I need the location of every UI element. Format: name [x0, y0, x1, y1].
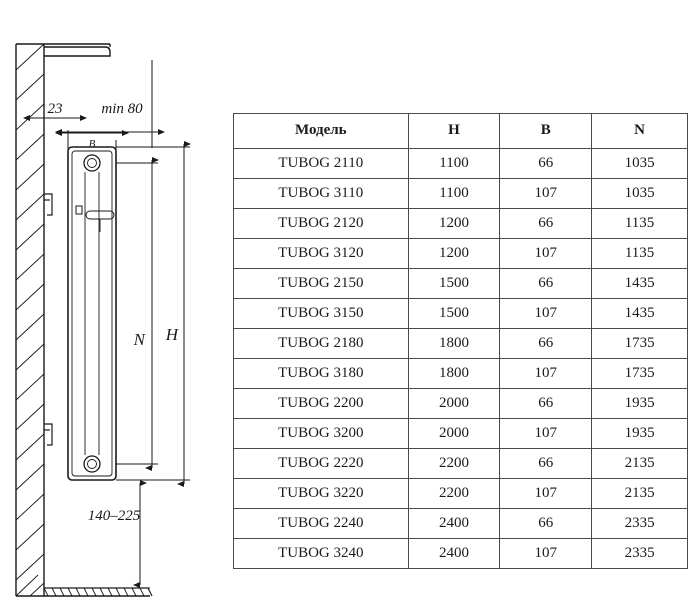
table-row — [234, 149, 688, 179]
dimension-label-b: B — [88, 138, 96, 150]
dimension-label-floor: 140–225 — [87, 508, 141, 524]
cell-model: TUBOG 2240 — [234, 509, 409, 539]
table-row — [234, 419, 688, 449]
cell-n: 1035 — [592, 179, 688, 209]
cell-b: 66 — [500, 269, 592, 299]
cell-h: 2000 — [408, 389, 500, 419]
cell-n: 1935 — [592, 419, 688, 449]
dimension-label-23: 23 — [47, 101, 63, 117]
radiator-body — [68, 147, 116, 480]
column-header-n: N — [592, 114, 688, 149]
table-row — [234, 299, 688, 329]
cell-h: 1100 — [408, 149, 500, 179]
cell-h: 2200 — [408, 449, 500, 479]
table-row — [234, 359, 688, 389]
dimension-n — [116, 160, 158, 468]
cell-model: TUBOG 3200 — [234, 419, 409, 449]
cell-n: 2135 — [592, 479, 688, 509]
table-row — [234, 449, 688, 479]
table-row — [234, 269, 688, 299]
table-row — [234, 329, 688, 359]
cell-n: 1435 — [592, 299, 688, 329]
radiator-installation-drawing — [0, 0, 235, 613]
cell-n: 1435 — [592, 269, 688, 299]
specification-table — [233, 113, 688, 569]
cell-model: TUBOG 2110 — [234, 149, 409, 179]
sill-outline — [44, 47, 110, 56]
cell-model: TUBOG 2120 — [234, 209, 409, 239]
cell-h: 1500 — [408, 299, 500, 329]
cell-h: 1200 — [408, 239, 500, 269]
cell-b: 107 — [500, 359, 592, 389]
cell-n: 1035 — [592, 149, 688, 179]
cell-b: 107 — [500, 479, 592, 509]
cell-h: 1800 — [408, 329, 500, 359]
cell-model: TUBOG 3120 — [234, 239, 409, 269]
column-header-model: Модель — [234, 114, 409, 149]
cell-b: 66 — [500, 389, 592, 419]
dimension-floor-clearance — [116, 480, 150, 588]
wall-hatching — [16, 44, 44, 596]
cell-h: 1100 — [408, 179, 500, 209]
dimension-h — [116, 144, 190, 484]
cell-h: 1800 — [408, 359, 500, 389]
cell-model: TUBOG 3180 — [234, 359, 409, 389]
table-row — [234, 509, 688, 539]
dimension-label-min80: min 80 — [101, 101, 143, 117]
cell-b: 107 — [500, 299, 592, 329]
wall-brackets — [44, 194, 52, 445]
cell-model: TUBOG 3150 — [234, 299, 409, 329]
cell-h: 2000 — [408, 419, 500, 449]
table-row — [234, 539, 688, 569]
table-header-row — [234, 114, 688, 149]
cell-b: 107 — [500, 179, 592, 209]
cell-b: 66 — [500, 509, 592, 539]
cell-n: 1135 — [592, 239, 688, 269]
table-row — [234, 389, 688, 419]
cell-h: 2200 — [408, 479, 500, 509]
cell-b: 66 — [500, 329, 592, 359]
cell-n: 1935 — [592, 389, 688, 419]
cell-b: 107 — [500, 539, 592, 569]
column-header-b: B — [500, 114, 592, 149]
cell-b: 66 — [500, 149, 592, 179]
table-row — [234, 479, 688, 509]
cell-n: 1735 — [592, 359, 688, 389]
cell-model: TUBOG 3240 — [234, 539, 409, 569]
table-row — [234, 179, 688, 209]
cell-n: 2335 — [592, 509, 688, 539]
cell-h: 1500 — [408, 269, 500, 299]
cell-n: 1135 — [592, 209, 688, 239]
cell-h: 1200 — [408, 209, 500, 239]
table-row — [234, 239, 688, 269]
dimension-label-h: H — [165, 325, 178, 344]
floor-hatching — [44, 588, 152, 596]
cell-n: 1735 — [592, 329, 688, 359]
cell-b: 107 — [500, 419, 592, 449]
cell-n: 2135 — [592, 449, 688, 479]
cell-model: TUBOG 3220 — [234, 479, 409, 509]
cell-h: 2400 — [408, 539, 500, 569]
cell-h: 2400 — [408, 509, 500, 539]
specification-table-container — [233, 113, 688, 569]
dimension-label-n: N — [133, 330, 145, 349]
cell-n: 2335 — [592, 539, 688, 569]
cell-model: TUBOG 2200 — [234, 389, 409, 419]
cell-b: 107 — [500, 239, 592, 269]
cell-model: TUBOG 2220 — [234, 449, 409, 479]
cell-b: 66 — [500, 449, 592, 479]
cell-model: TUBOG 2150 — [234, 269, 409, 299]
table-row — [234, 209, 688, 239]
cell-model: TUBOG 3110 — [234, 179, 409, 209]
cell-b: 66 — [500, 209, 592, 239]
column-header-h: H — [408, 114, 500, 149]
cell-model: TUBOG 2180 — [234, 329, 409, 359]
